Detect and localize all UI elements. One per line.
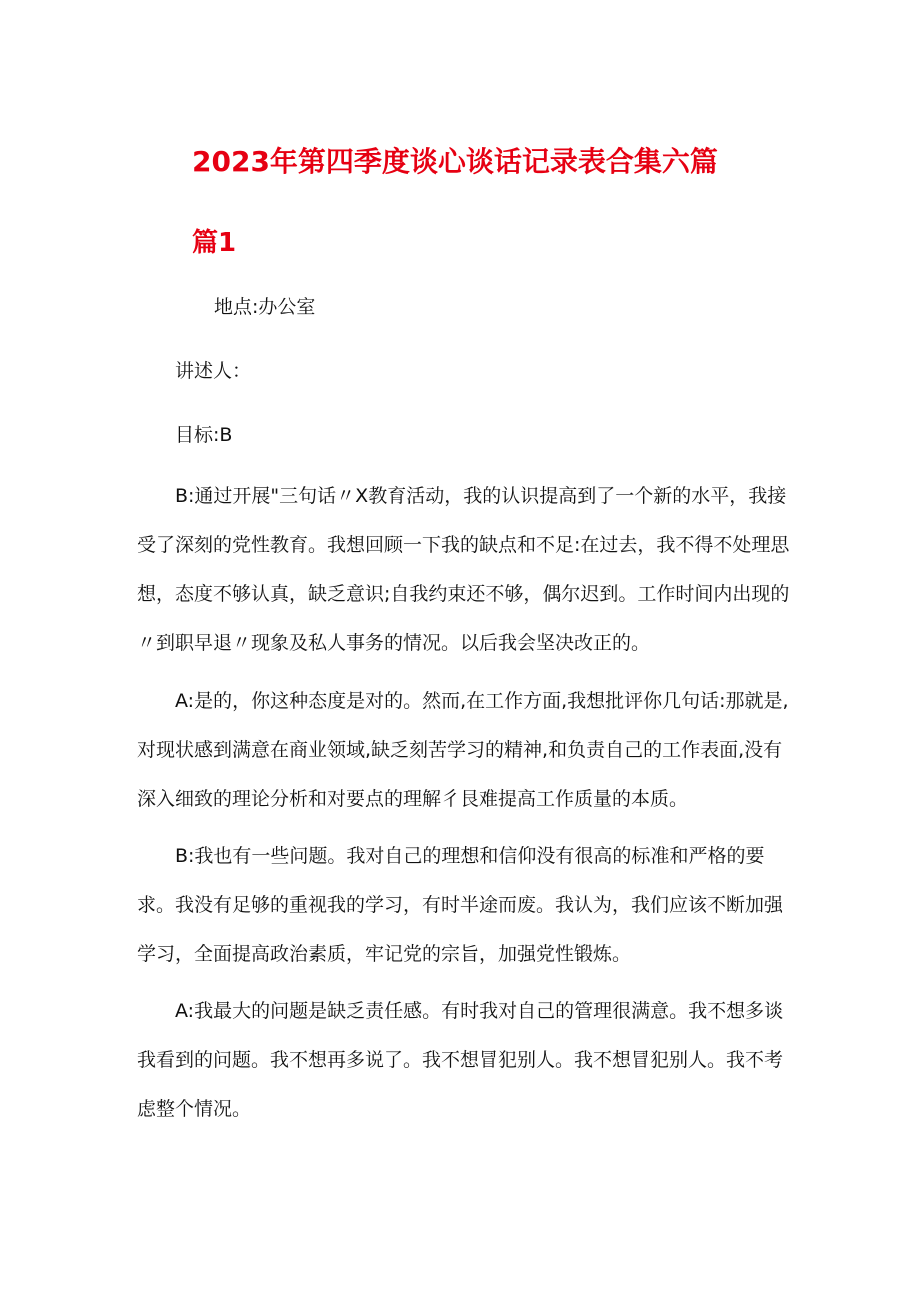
dialogue-paragraph-2: A:是的，你这种态度是对的。然而,在工作方面,我想批评你几句话:那就是,对现状感到满意在商业领域,缺乏刻苦学习的精神,和负责自己的工作表面,没有深入细致的理论分析和对要点的理解彳艮难提高工作质量的本质。 [137,690,789,810]
location-line: 地点:办公室 [214,296,316,318]
dialogue-paragraph-4: A:我最大的问题是缺乏责任感。有时我对自己的管理很满意。我不想多谈我看到的问题。我不想再多说了。我不想冒犯别人。我不想冒犯别人。我不考虑整个情况。 [137,1000,784,1120]
target-line: 目标:B [175,424,233,446]
dialogue-paragraph-1: B:通过开展"三句话〃X教育活动，我的认识提高到了一个新的水平，我接受了深刻的党性教育。我想回顾一下我的缺点和不足:在过去，我不得不处理思想，态度不够认真，缺乏意识;自我约束还不够，偶尔迟到。工作时间内出现的〃到职早退〃现象及私人事务的情况。以后我会坚决改正的。 [137,485,790,654]
speaker-line: 讲述人： [175,360,252,382]
dialogue-paragraph-3: B:我也有一些问题。我对自己的理想和信仰没有很高的标准和严格的要求。我没有足够的重视我的学习，有时半途而废。我认为，我们应该不断加强学习，全面提高政治素质，牢记党的宗旨，加强党性锻炼。 [137,845,784,965]
document-title: 2023年第四季度谈心谈话记录表合集六篇 [192,145,718,178]
section-heading: 篇1 [192,228,237,258]
